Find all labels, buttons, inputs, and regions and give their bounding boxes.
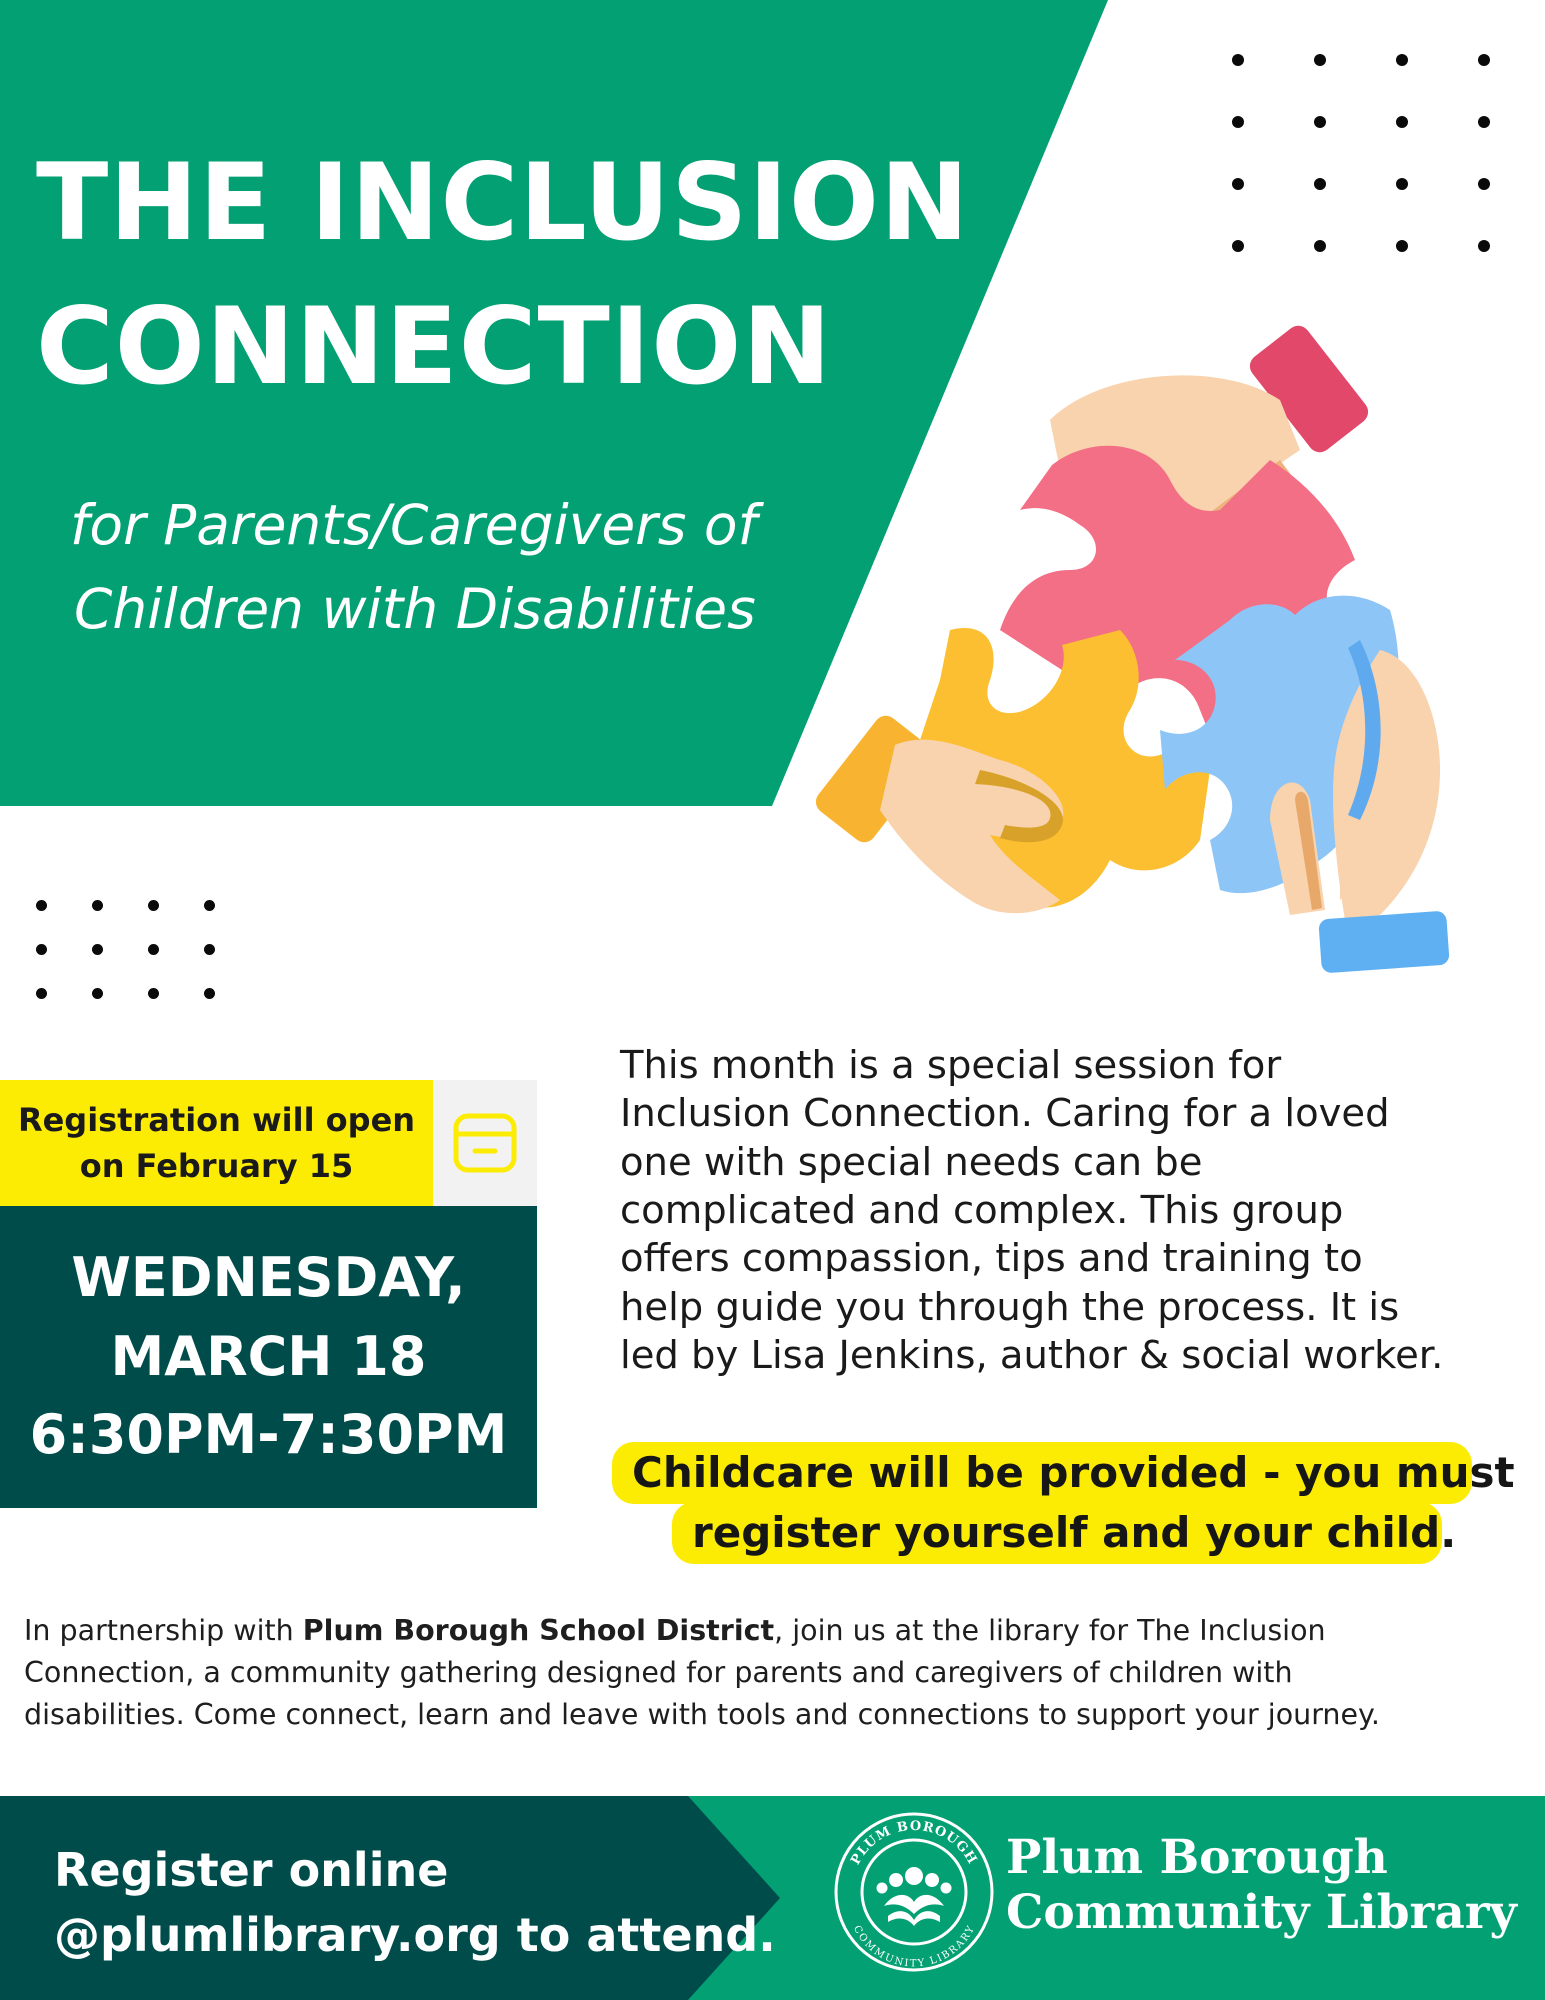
dot-grid-left: [36, 900, 215, 999]
childcare-notice-line-2: register yourself and your child.: [672, 1502, 1442, 1564]
event-description: [620, 1042, 1500, 1380]
description-line: one with special needs can be: [620, 1139, 1203, 1185]
description-line: complicated and complex. This group: [620, 1187, 1344, 1233]
subtitle-line-2: Children with Disabilities: [74, 577, 756, 641]
description-line: help guide you through the process. It is: [620, 1284, 1400, 1330]
cta-line-1: Register online: [54, 1843, 449, 1897]
partner-name: Plum Borough School District: [302, 1614, 775, 1647]
register-online-cta[interactable]: [54, 1838, 776, 1969]
description-line: This month is a special session for: [620, 1043, 1282, 1088]
cta-line-2[interactable]: @plumlibrary.org to attend.: [54, 1908, 776, 1963]
registration-icon-box: [433, 1080, 537, 1206]
library-name-line-2: Community Library: [1006, 1885, 1517, 1941]
title-line-2: CONNECTION: [36, 285, 833, 408]
registration-line-2: on February 15: [79, 1147, 354, 1185]
partnership-line-1-rest: , join us at the library for The Inclusion: [774, 1614, 1326, 1647]
partnership-prefix: In partnership with: [24, 1614, 303, 1647]
svg-text:PLUM BOROUGH: PLUM BOROUGH: [848, 1818, 980, 1868]
dot-grid-top-right: [1232, 54, 1490, 252]
library-name: [1006, 1830, 1517, 1941]
registration-notice: [0, 1080, 433, 1206]
description-line: led by Lisa Jenkins, author & social worker.: [620, 1332, 1444, 1378]
partnership-line-3: disabilities. Come connect, learn and leave with tools and connections to support your journey.: [24, 1697, 1380, 1731]
event-date-box: [0, 1206, 537, 1508]
event-date: MARCH 18: [110, 1324, 427, 1388]
event-time: 6:30PM-7:30PM: [29, 1403, 508, 1467]
library-name-line-1: Plum Borough: [1006, 1830, 1388, 1885]
partnership-line-2: Connection, a community gathering designed for parents and caregivers of children with: [24, 1655, 1293, 1689]
subtitle-line-1: for Parents/Caregivers of: [70, 493, 757, 557]
event-day: WEDNESDAY,: [71, 1245, 466, 1309]
partnership-paragraph: [24, 1610, 1524, 1736]
title-line-1: THE INCLUSION: [36, 141, 970, 264]
library-logo-icon: [832, 1810, 996, 1974]
description-line: offers compassion, tips and training to: [620, 1236, 1363, 1282]
calendar-icon: [452, 1110, 518, 1176]
registration-line-1: Registration will open: [17, 1100, 416, 1139]
puzzle-hands-icon: [800, 300, 1500, 1000]
description-line: Inclusion Connection. Caring for a loved: [620, 1091, 1390, 1137]
childcare-notice-line-1: Childcare will be provided - you must: [612, 1442, 1472, 1504]
partnership-line-1: [24, 1610, 1524, 1652]
svg-text:COMMUNITY LIBRARY: COMMUNITY LIBRARY: [850, 1923, 978, 1970]
